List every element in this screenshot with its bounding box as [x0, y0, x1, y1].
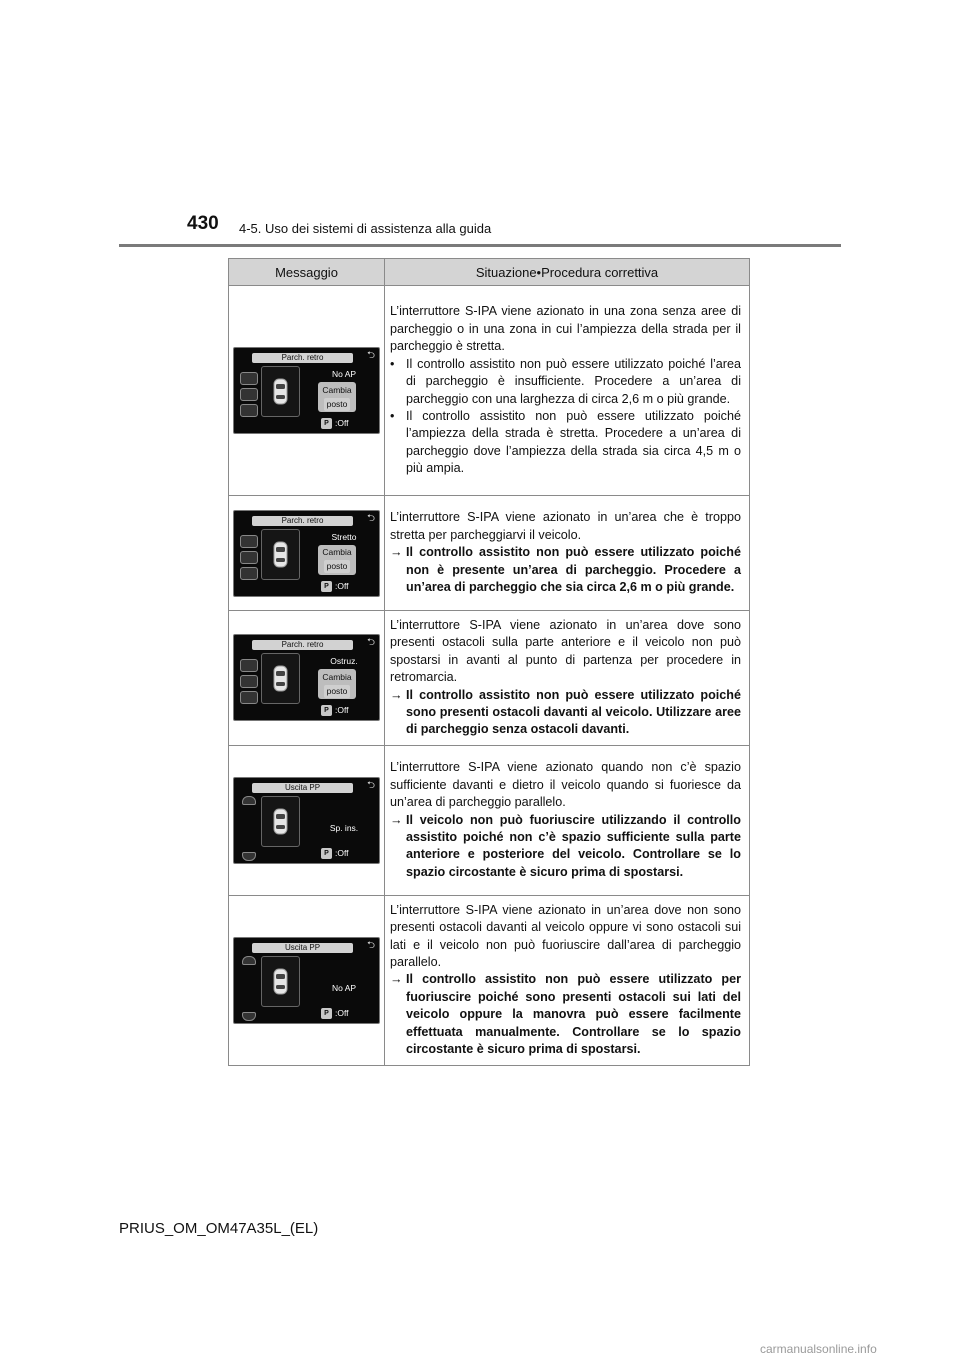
corrective-action-text: Il controllo assistito non può essere utilizzato poiché sono presenti ostacoli davanti al veicolo. Utilizzare aree di parcheggio senza ostacoli davanti.	[406, 687, 741, 737]
message-cell	[229, 745, 385, 895]
display-screen	[233, 634, 380, 721]
display-screen	[233, 937, 380, 1024]
table-row	[229, 895, 750, 1065]
bullet-item	[390, 408, 741, 478]
corrective-action-text: Il veicolo non può fuoriuscire utilizzando il controllo assistito poiché non c’è spazio sufficiente sulla parte anteriore e posteriore del veicolo. Controllare se lo spazio circostante è sicuro prima di spostarsi.	[406, 812, 741, 879]
section-title: 4-5. Uso dei sistemi di assistenza alla guida	[239, 221, 492, 236]
column-header-message: Messaggio	[229, 259, 385, 286]
front-space-icon	[242, 956, 256, 965]
message-cell	[229, 286, 385, 496]
change-space-button	[318, 669, 356, 699]
change-space-label: Cambia	[322, 384, 352, 395]
table-row	[229, 286, 750, 496]
screen-title: Uscita PP	[252, 783, 353, 793]
status-message: No AP	[331, 982, 357, 993]
header-rule	[119, 244, 841, 247]
arrow-icon: →	[390, 687, 403, 702]
corrective-action-text: Il controllo assistito non può essere utilizzato per fuoriuscire poiché sono presenti ostacoli sui lati del veicolo oppure la manovra può essere facilmente effettuata manualmente. Controllare se lo spazio circostante è sicuro prima di spostarsi.	[406, 972, 741, 1057]
display-screen	[233, 347, 380, 434]
situation-cell	[385, 496, 750, 611]
back-icon: ⮌	[366, 779, 375, 791]
off-label: :Off	[335, 705, 349, 716]
bullet-mark: •	[390, 408, 395, 423]
table-row	[229, 745, 750, 895]
arrow-icon: →	[390, 545, 403, 560]
situation-description: L’interruttore S-IPA viene azionato in un’area dove sono presenti ostacoli sulla parte anteriore e il veicolo non può spostarsi in avanti al punto di partenza per procedere in retromarcia.	[390, 618, 741, 685]
message-cell	[229, 611, 385, 746]
rear-space-icon	[242, 1012, 256, 1021]
off-label: :Off	[335, 580, 349, 591]
bullet-mark: •	[390, 356, 395, 371]
status-message: Ostruz.	[330, 656, 358, 667]
corrective-action-text: Il controllo assistito non può essere utilizzato poiché non è presente un’area di parcheggio. Procedere a un’area di parcheggio che sia circa 2,6 m o più grande.	[406, 545, 741, 595]
parking-spaces-icon	[240, 372, 258, 420]
back-icon: ⮌	[366, 350, 375, 361]
vehicle-panel	[261, 653, 300, 704]
change-space-button	[318, 545, 356, 575]
watermark: carmanualsonline.info	[760, 1342, 877, 1356]
message-cell	[229, 895, 385, 1065]
parking-assist-icon: P	[321, 848, 332, 859]
situation-description: L’interruttore S-IPA viene azionato quando non c’è spazio sufficiente davanti e dietro il veicolo quando si fuoriesce da un’area di parcheggio parallelo.	[390, 760, 741, 810]
status-message: Stretto	[331, 531, 357, 542]
change-space-button	[318, 382, 356, 412]
display-screen	[233, 510, 380, 597]
display-screen	[233, 777, 380, 864]
situation-description: L’interruttore S-IPA viene azionato in una zona senza aree di parcheggio o in una zona in cui l’ampiezza della strada per il parcheggio è stretta.	[390, 304, 741, 354]
change-space-label: Cambia	[322, 671, 352, 682]
message-cell	[229, 496, 385, 611]
off-label: :Off	[335, 847, 349, 858]
car-top-view-icon	[272, 541, 289, 568]
bullet-text: Il controllo assistito non può essere utilizzato poiché l’area di parcheggio è insufficiente. Procedere a un’area di parcheggio con una larghezza di circa 2,6 m o più grande.	[406, 356, 741, 406]
status-message: Sp. ins.	[329, 822, 359, 833]
car-top-view-icon	[272, 968, 289, 995]
parking-spaces-icon	[240, 535, 258, 583]
change-space-label-2: posto	[324, 398, 351, 411]
column-header-situation: Situazione•Procedura correttiva	[385, 259, 750, 286]
situation-cell	[385, 611, 750, 746]
arrow-icon: →	[390, 812, 403, 827]
vehicle-panel	[261, 366, 300, 417]
message-table	[228, 258, 750, 1066]
change-space-label-2: posto	[324, 560, 351, 573]
parking-assist-icon: P	[321, 705, 332, 716]
situation-cell	[385, 286, 750, 496]
parking-assist-icon: P	[321, 581, 332, 592]
situation-description: L’interruttore S-IPA viene azionato in un’area dove non sono presenti ostacoli davanti al veicolo oppure vi sono ostacoli sui lati e il veicolo non può fuoriuscire dall’area di parcheggio parallelo.	[390, 902, 741, 970]
parking-assist-icon: P	[321, 418, 332, 429]
change-space-label: Cambia	[322, 547, 352, 557]
situation-cell	[385, 745, 750, 895]
back-icon: ⮌	[366, 512, 375, 524]
change-space-label-2: posto	[324, 685, 351, 698]
table-row	[229, 611, 750, 746]
vehicle-panel	[261, 956, 300, 1007]
screen-title: Uscita PP	[252, 943, 353, 953]
corrective-action	[390, 687, 741, 739]
front-space-icon	[242, 796, 256, 805]
page-number: 430	[187, 213, 219, 234]
car-top-view-icon	[272, 665, 289, 692]
off-label: :Off	[335, 418, 349, 428]
arrow-icon: →	[390, 972, 403, 987]
screen-title: Parch. retro	[252, 640, 353, 650]
back-icon: ⮌	[366, 939, 375, 951]
rear-space-icon	[242, 852, 256, 861]
corrective-action	[390, 812, 741, 882]
status-message: No AP	[331, 369, 357, 379]
vehicle-panel	[261, 529, 300, 580]
table-header-row	[229, 259, 750, 286]
parking-spaces-icon	[240, 659, 258, 707]
bullet-item	[390, 356, 741, 408]
parking-assist-icon: P	[321, 1008, 332, 1019]
corrective-action	[390, 544, 741, 596]
vehicle-panel	[261, 796, 300, 847]
car-top-view-icon	[272, 378, 289, 405]
situation-cell	[385, 895, 750, 1065]
screen-title: Parch. retro	[252, 353, 353, 363]
bullet-text: Il controllo assistito non può essere utilizzato poiché l’ampiezza della strada è stretta. Procedere a un’area di parcheggio dove l’ampiezza della strada sia circa 4,5 m o più ampia.	[406, 408, 741, 476]
table-row	[229, 496, 750, 611]
document-code: PRIUS_OM_OM47A35L_(EL)	[119, 1220, 319, 1237]
back-icon: ⮌	[366, 637, 375, 649]
situation-description: L’interruttore S-IPA viene azionato in un’area che è troppo stretta per parcheggiarvi il veicolo.	[390, 510, 741, 542]
off-label: :Off	[335, 1007, 349, 1018]
screen-title: Parch. retro	[252, 516, 353, 526]
corrective-action	[390, 971, 741, 1058]
car-top-view-icon	[272, 808, 289, 835]
